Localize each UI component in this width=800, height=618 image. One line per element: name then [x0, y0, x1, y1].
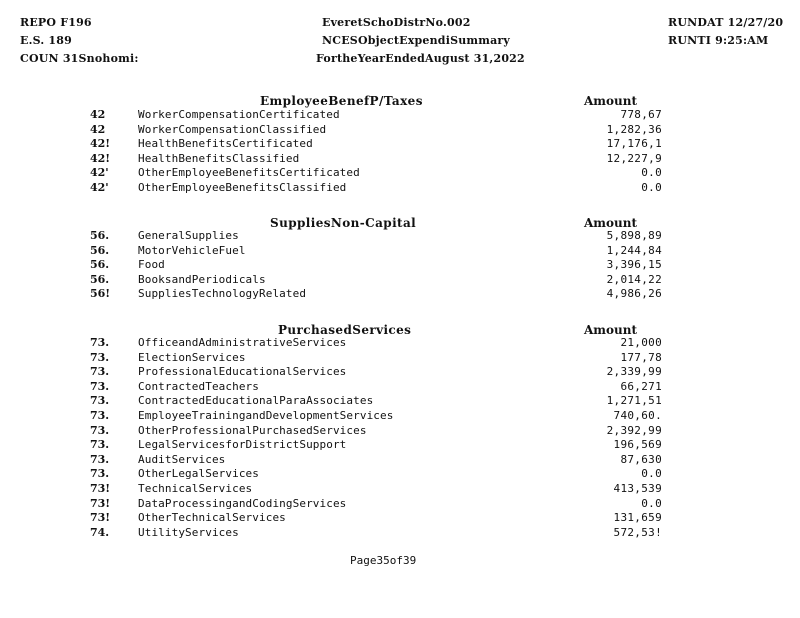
object-amount: 2,392,99: [606, 423, 662, 437]
object-description: ProfessionalEducationalServices: [138, 365, 347, 379]
object-code: 42!: [90, 137, 111, 151]
object-code: 56!: [90, 287, 111, 301]
county: COUN 31Snohomi:: [20, 52, 139, 65]
object-amount: 87,630: [620, 452, 662, 466]
table-row: [0, 181, 800, 196]
table-row: [0, 453, 800, 468]
object-code: 56.: [90, 258, 110, 272]
object-amount: 196,569: [613, 438, 662, 452]
object-amount: 3,396,15: [606, 258, 662, 272]
fiscal-period: FortheYearEndedAugust 31,2022: [316, 52, 525, 65]
object-code: 73.: [90, 438, 110, 452]
object-code: 73.: [90, 336, 110, 349]
object-amount: 177,78: [620, 350, 662, 364]
amount-header: Amount: [584, 94, 638, 108]
table-row: [0, 497, 800, 512]
object-description: ContractedEducationalParaAssociates: [138, 394, 374, 408]
table-row: [0, 273, 800, 288]
object-description: BooksandPeriodicals: [138, 272, 266, 286]
object-code: 73.: [90, 394, 110, 408]
report-id: REPO F196: [20, 16, 92, 29]
object-code: 56.: [90, 272, 110, 286]
table-row: [0, 365, 800, 380]
object-amount: 4,986,26: [606, 287, 662, 301]
object-description: OtherTechnicalServices: [138, 511, 286, 525]
table-row: [0, 467, 800, 482]
object-amount: 0.0: [641, 166, 662, 180]
es-number: E.S. 189: [20, 34, 72, 47]
object-amount: 778,67: [620, 108, 662, 121]
object-description: OtherLegalServices: [138, 467, 260, 481]
amount-header: Amount: [584, 323, 638, 337]
table-row: [0, 351, 800, 366]
object-description: GeneralSupplies: [138, 229, 239, 242]
table-row: [0, 229, 800, 244]
object-code: 42': [90, 181, 109, 194]
table-row: [0, 108, 800, 123]
object-code: 73.: [90, 452, 110, 466]
object-description: AuditServices: [138, 452, 226, 466]
table-row: [0, 258, 800, 273]
object-amount: 1,244,84: [606, 243, 662, 257]
object-amount: 740,60.: [613, 409, 662, 422]
object-code: 56.: [90, 243, 110, 257]
table-row: [0, 438, 800, 453]
object-description: HealthBenefitsCertificated: [138, 137, 313, 151]
object-code: 74.: [90, 525, 110, 539]
object-code: 73.: [90, 350, 110, 364]
object-description: TechnicalServices: [138, 482, 253, 495]
object-amount: 21,000: [620, 336, 662, 349]
table-row: [0, 409, 800, 424]
table-row: [0, 287, 800, 302]
object-code: 42: [90, 122, 106, 136]
table-row: [0, 336, 800, 351]
object-amount: 5,898,89: [606, 229, 662, 242]
object-amount: 131,659: [613, 511, 662, 525]
table-row: [0, 482, 800, 497]
object-code: 73!: [90, 496, 111, 510]
object-amount: 413,539: [613, 482, 662, 495]
section-title: PurchasedServices: [278, 323, 412, 337]
object-amount: 0.0: [641, 181, 662, 194]
object-amount: 0.0: [641, 467, 662, 481]
object-code: 73.: [90, 423, 110, 437]
object-code: 73!: [90, 511, 111, 525]
object-description: HealthBenefitsClassified: [138, 151, 300, 165]
object-code: 73.: [90, 379, 110, 393]
object-amount: 17,176,1: [606, 137, 662, 151]
object-amount: 1,271,51: [606, 394, 662, 408]
table-row: [0, 394, 800, 409]
object-description: OtherProfessionalPurchasedServices: [138, 423, 367, 437]
object-amount: 2,014,22: [606, 272, 662, 286]
table-row: [0, 166, 800, 181]
object-description: EmployeeTrainingandDevelopmentServices: [138, 409, 394, 422]
object-code: 42: [90, 108, 106, 121]
object-code: 42!: [90, 151, 111, 165]
report-header-center: [316, 14, 525, 68]
object-description: OtherEmployeeBenefitsCertificated: [138, 166, 360, 180]
table-row: [0, 244, 800, 259]
run-date: RUNDAT 12/27/20: [668, 16, 784, 29]
table-row: [0, 526, 800, 541]
table-row: [0, 123, 800, 138]
table-row: [0, 511, 800, 526]
object-code: 73.: [90, 409, 110, 422]
section-title: EmployeeBenefP/Taxes: [260, 94, 423, 108]
district-name: EveretSchoDistrNo.002: [322, 16, 471, 29]
object-amount: 12,227,9: [606, 151, 662, 165]
object-description: WorkerCompensationCertificated: [138, 108, 340, 121]
object-code: 42': [90, 166, 109, 180]
object-description: LegalServicesforDistrictSupport: [138, 438, 347, 452]
object-code: 73!: [90, 482, 111, 495]
object-description: UtilityServices: [138, 525, 239, 539]
object-description: MotorVehicleFuel: [138, 243, 246, 257]
table-row: [0, 152, 800, 167]
report-title: NCESObjectExpendiSummary: [322, 34, 511, 47]
object-amount: 1,282,36: [606, 122, 662, 136]
object-code: 73.: [90, 467, 110, 481]
object-description: DataProcessingandCodingServices: [138, 496, 347, 510]
object-code: 73.: [90, 365, 110, 379]
object-description: SuppliesTechnologyRelated: [138, 287, 307, 301]
object-description: WorkerCompensationClassified: [138, 122, 327, 136]
section-title: SuppliesNon-Capital: [270, 216, 417, 230]
run-time: RUNTI 9:25:AM: [668, 34, 769, 47]
object-description: Food: [138, 258, 165, 272]
object-description: OtherEmployeeBenefitsClassified: [138, 181, 347, 194]
object-description: OfficeandAdministrativeServices: [138, 336, 347, 349]
object-amount: 0.0: [641, 496, 662, 510]
amount-header: Amount: [584, 216, 638, 230]
table-row: [0, 424, 800, 439]
object-description: ContractedTeachers: [138, 379, 260, 393]
report-header-left: [20, 14, 139, 68]
object-amount: 66,271: [620, 379, 662, 393]
report-header-right: [668, 14, 783, 50]
object-amount: 572,53!: [613, 525, 662, 539]
object-amount: 2,339,99: [606, 365, 662, 379]
page-number: Page35of39: [350, 554, 417, 567]
object-description: ElectionServices: [138, 350, 246, 364]
table-row: [0, 137, 800, 152]
object-code: 56.: [90, 229, 110, 242]
table-row: [0, 380, 800, 395]
